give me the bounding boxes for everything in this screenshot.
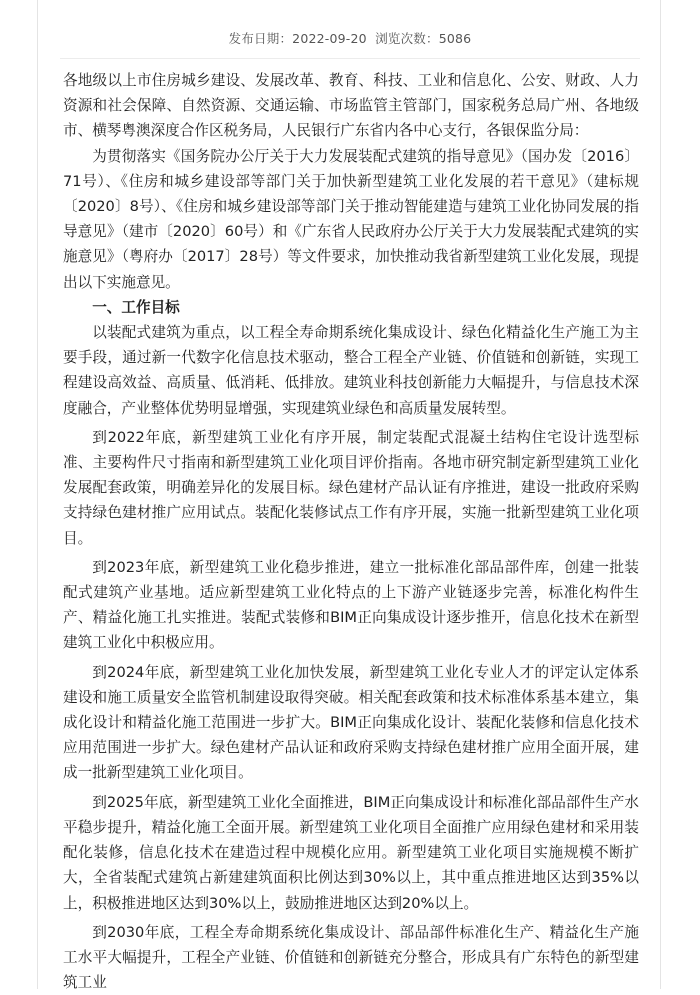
section-heading: 一、工作目标 — [92, 298, 180, 316]
meta-spacer — [367, 31, 375, 46]
article-meta — [0, 29, 700, 47]
publish-date-label: 发布日期： — [228, 31, 293, 46]
body-paragraph: 到2030年底，工程全寿命期系统化集成设计、部品部件标准化生产、精益化生产施工水平大幅提升，工程全产业链、价值链和创新链充分整合，形成具有广东特色的新型建筑工业 — [63, 923, 639, 992]
views-label: 浏览次数： — [375, 31, 439, 46]
body-paragraph: 到2023年底，新型建筑工业化稳步推进，建立一批标准化部品部件库，创建一批装配式建筑产业基地。适应新型建筑工业化特点的上下游产业链逐步完善，标准化构件生产、精益化施工扎实推进。装配式装修和BIM正向集成设计逐步推开，信息化技术在新型建筑工业化中积极应用。 — [63, 558, 639, 652]
left-border — [37, 0, 38, 989]
body-paragraph: 到2022年底，新型建筑工业化有序开展，制定装配式混凝土结构住宅设计选型标准、主要构件尺寸指南和新型建筑工业化项目评价指南。各地市研究制定新型建筑工业化发展配套政策，明确差异化的发展目标。绿色建材产品认证有序推进，建设一批政府采购支持绿色建材推广应用试点。装配化装修试点工作有序开展，实施一批新型建筑工业化项目。 — [63, 428, 639, 547]
recipients-paragraph: 各地级以上市住房城乡建设、发展改革、教育、科技、工业和信息化、公安、财政、人力资源和社会保障、自然资源、交通运输、市场监管主管部门，国家税务总局广州、各地级市、横琴粤澳深度合作区税务局，人民银行广东省内各中心支行，各银保监分局： — [63, 72, 639, 140]
article-body — [63, 68, 639, 995]
views-count: 5086 — [438, 31, 472, 46]
intro-paragraph: 为贯彻落实《国务院办公厅关于大力发展装配式建筑的指导意见》（国办发〔2016〕71号）、《住房和城乡建设部等部门关于加快新型建筑工业化发展的若干意见》（建标规〔2020〕8号）、《住房和城乡建设部等部门关于推动智能建造与建筑工业化协同发展的指导意见》（建市〔2020〕60号）和《广东省人民政府办公厅关于大力发展装配式建筑的实施意见》（粤府办〔2017〕28号）等文件要求，加快推动我省新型建筑工业化发展，现提出以下实施意见。 — [63, 147, 639, 291]
body-paragraph: 到2024年底，新型建筑工业化加快发展，新型建筑工业化专业人才的评定认定体系建设和施工质量安全监管机制建设取得突破。相关配套政策和技术标准体系基本建立，集成化设计和精益化施工范围进一步扩大。BIM正向集成化设计、装配化装修和信息化技术应用范围进一步扩大。绿色建材产品认证和政府采购支持绿色建材推广应用全面开展，建成一批新型建筑工业化项目。 — [63, 663, 639, 782]
body-paragraph: 以装配式建筑为重点，以工程全寿命期系统化集成设计、绿色化精益化生产施工为主要手段，通过新一代数字化信息技术驱动，整合工程全产业链、价值链和创新链，实现工程建设高效益、高质量、低消耗、低排放。建筑业科技创新能力大幅提升，与信息技术深度融合，产业整体优势明显增强，实现建筑业绿色和高质量发展转型。 — [63, 324, 639, 417]
body-paragraph: 到2025年底，新型建筑工业化全面推进，BIM正向集成设计和标准化部品部件生产水平稳步提升，精益化施工全面开展。新型建筑工业化项目全面推广应用绿色建材和采用装配化装修，信息化技术在建造过程中规模化应用。新型建筑工业化项目实施规模不断扩大，全省装配式建筑占新建建筑面积比例达到30%以上，其中重点推进地区达到35%以上，积极推进地区达到30%以上，鼓励推进地区达到20%以上。 — [63, 793, 639, 912]
publish-date: 2022-09-20 — [292, 31, 367, 46]
meta-divider — [60, 58, 640, 59]
right-border — [660, 0, 661, 989]
